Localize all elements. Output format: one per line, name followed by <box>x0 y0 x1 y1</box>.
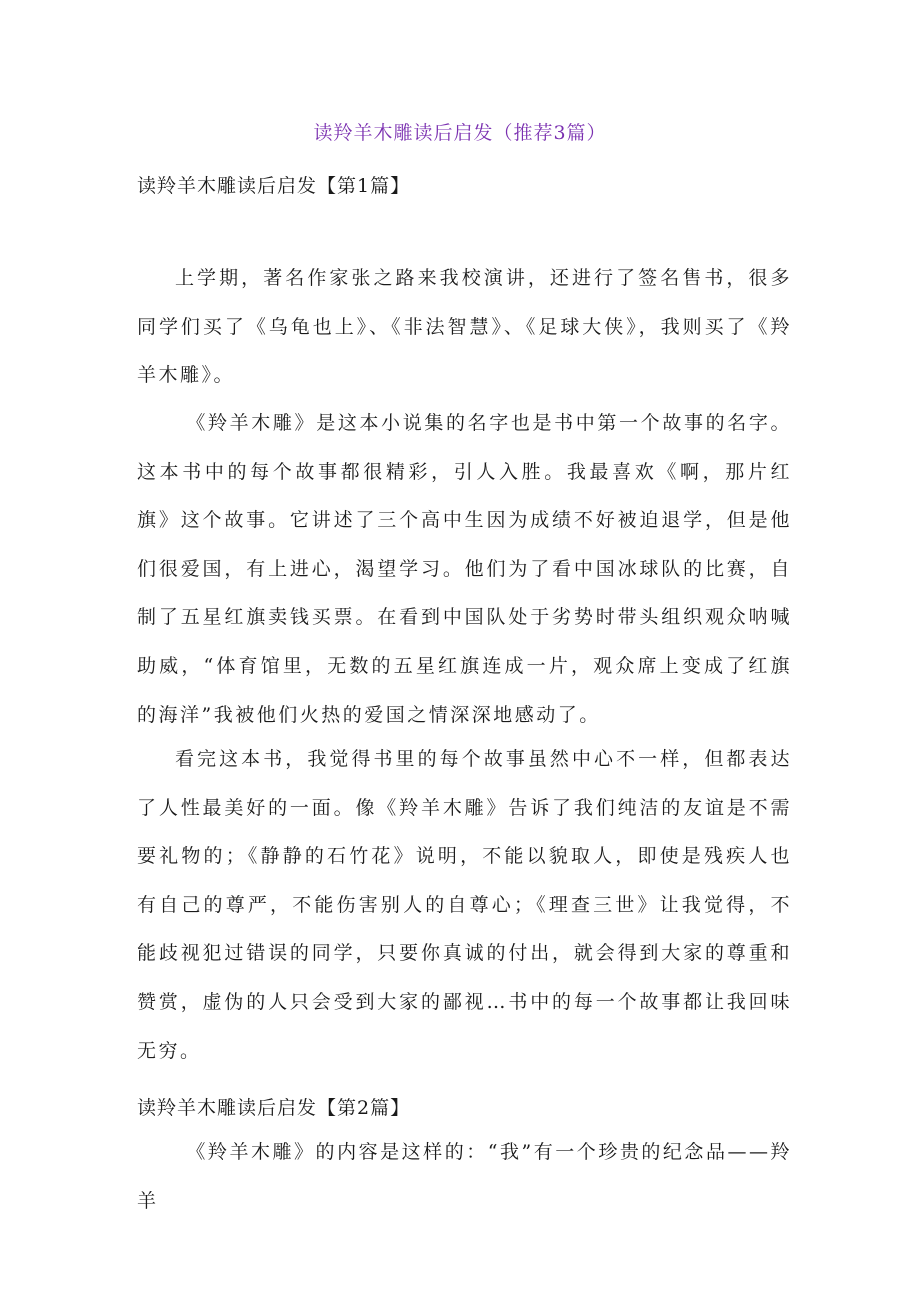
document-title: 读羚羊木雕读后启发（推荐3篇） <box>313 122 607 144</box>
paragraph: 《羚羊木雕》是这本小说集的名字也是书中第一个故事的名字。这本书中的每个故事都很精彩，引人入胜。我最喜欢《啊，那片红旗》这个故事。它讲述了三个高中生因为成绩不好被迫退学，但是他们很爱国，有上进心，渴望学习。他们为了看中国冰球队的比赛，自制了五星红旗卖钱买票。在看到中国队处于劣势时带头组织观众呐喊助威，“体育馆里，无数的五星红旗连成一片，观众席上变成了红旗的海洋”我被他们火热的爱国之情深深地感动了。 <box>137 412 792 726</box>
paragraph: 看完这本书，我觉得书里的每个故事虽然中心不一样，但都表达了人性最美好的一面。像《羚羊木雕》告诉了我们纯洁的友谊是不需要礼物的；《静静的石竹花》说明，不能以貌取人，即使是残疾人也有自己的尊严，不能伤害别人的自尊心；《理查三世》让我觉得，不能歧视犯过错误的同学，只要你真诚的付出，就会得到大家的尊重和赞赏，虚伪的人只会受到大家的鄙视…书中的每一个故事都让我回味无穷。 <box>137 748 792 1062</box>
paragraph: 上学期，著名作家张之路来我校演讲，还进行了签名售书，很多同学们买了《乌龟也上》、《非法智慧》、《足球大侠》，我则买了《羚羊木雕》。 <box>137 267 792 387</box>
section-heading-1: 读羚羊木雕读后启发【第1篇】 <box>137 175 411 197</box>
paragraph: 《羚羊木雕》的内容是这样的：“我”有一个珍贵的纪念品——羚羊 <box>137 1141 792 1212</box>
section-heading-2: 读羚羊木雕读后启发【第2篇】 <box>137 1097 411 1119</box>
